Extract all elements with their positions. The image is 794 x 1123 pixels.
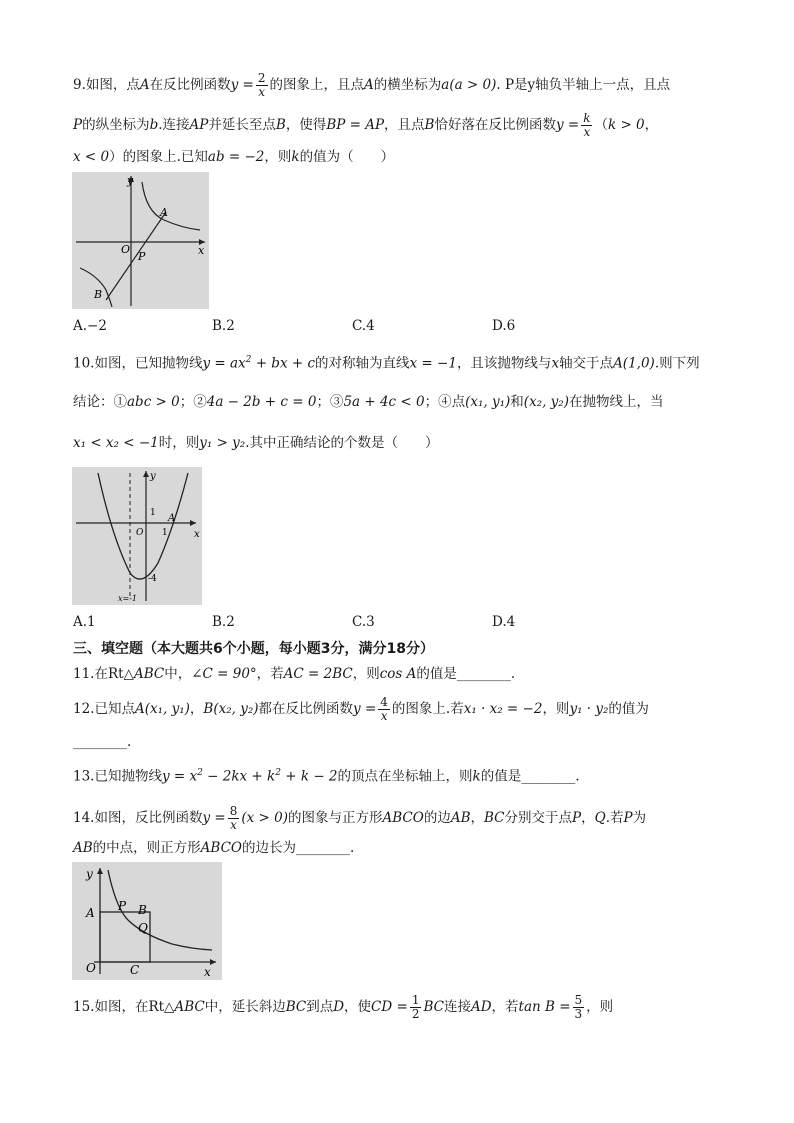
q13-line: 13.已知抛物线$y = x^2 - 2kx + k^2 + k - 2$的顶点在坐标轴上，则k的值是________. <box>73 768 580 785</box>
q10-option-d: D.4 <box>492 614 516 630</box>
fig-label-b: B <box>138 903 147 917</box>
fig-label-q: Q <box>138 921 148 935</box>
fraction: $\frac{8}{x}$ <box>229 804 238 832</box>
q10-option-a: A.1 <box>73 614 96 630</box>
fig-label-o: O <box>136 528 144 538</box>
q14-line-1: 14.如图，反比例函数y = $\frac{8}{x}$ (x > 0)的图象与正方形ABCO的边AB，BC分别交于点P，Q.若P为 <box>73 804 647 832</box>
fig-label-one-x: 1 <box>162 528 168 538</box>
fig-label-y: y <box>86 867 93 881</box>
fig-label-b: B <box>94 288 103 301</box>
answer-blank: ________. <box>73 734 132 750</box>
q9-option-c: C.4 <box>352 318 375 334</box>
q9-line-3: x < 0）的图象上.已知ab = −2，则k的值为（ ） <box>73 149 395 165</box>
q10-graph <box>72 467 202 605</box>
fig-label-y: y <box>127 174 134 187</box>
q10-option-b: B.2 <box>212 614 235 630</box>
fraction: $\frac{4}{x}$ <box>380 695 388 723</box>
q9-figure <box>72 172 209 309</box>
q12-line-1: 12.已知点A(x₁, y₁)，B(x₂, y₂)都在反比例函数y = $\frac{4}{x}$ 的图象上.若x₁ · x₂ = −2，则y₁ · y₂的值为 <box>73 695 649 723</box>
fraction: $\frac{k}{x}$ <box>583 111 591 139</box>
section-heading: 三、填空题（本大题共6个小题，每小题3分，满分18分） <box>73 641 434 657</box>
q12-line-2 <box>73 732 131 752</box>
fig-label-a: A <box>160 206 168 219</box>
q10-line-1: 10.如图，已知抛物线$y = ax^2$ + bx + c的对称轴为直线x = −1，且该抛物线与x轴交于点A(1,0).则下列 <box>73 355 700 372</box>
q10-figure <box>72 467 202 605</box>
q10-option-c: C.3 <box>352 614 375 630</box>
q15-line: 15.如图，在Rt△ABC中，延长斜边BC到点D，使CD = $\frac{1}{2}$ BC连接AD，若tan B = $\frac{5}{3}$ ，则 <box>73 993 614 1021</box>
q11-line: 11.在Rt△ABC中，∠C = 90°，若AC = 2BC，则cos A的值是________. <box>73 666 516 682</box>
fig-label-p: P <box>138 250 146 263</box>
fig-label-x: x <box>198 244 205 257</box>
fig-label-x: x <box>194 529 200 540</box>
q9-option-b: B.2 <box>212 318 235 334</box>
fig-label-a: A <box>86 906 95 920</box>
fig-label-c: C <box>130 963 140 977</box>
fig-label-neg4: -4 <box>148 574 157 584</box>
q9-option-a: A.−2 <box>73 318 107 334</box>
fig-label-p: P <box>118 899 127 913</box>
q14-graph <box>72 862 222 980</box>
fig-label-x: x <box>204 965 211 979</box>
q10-line-2: 结论：①abc > 0；②4a − 2b + c = 0；③5a + 4c < 0；④点(x₁, y₁)和(x₂, y₂)在抛物线上，当 <box>73 394 664 410</box>
fraction: $\frac{2}{x}$ <box>257 71 266 99</box>
fig-label-o: O <box>121 243 131 256</box>
q9-graph <box>72 172 209 309</box>
q9-option-d: D.6 <box>492 318 516 334</box>
fraction: $\frac{5}{3}$ <box>574 993 583 1021</box>
q9-line-2: P的纵坐标为b.连接AP并延长至点B，使得BP = AP，且点B恰好落在反比例函数y = $\frac{k}{x}$ （k > 0， <box>73 111 659 139</box>
fig-label-o: O <box>86 961 96 975</box>
q14-figure <box>72 862 222 980</box>
fraction: $\frac{1}{2}$ <box>411 993 420 1021</box>
fig-label-y: y <box>150 471 156 482</box>
fig-label-one-y: 1 <box>150 508 156 518</box>
q10-line-3: x₁ < x₂ < −1时，则y₁ > y₂.其中正确结论的个数是（ ） <box>73 435 439 451</box>
q9-line-1: 9.如图，点A在反比例函数y = $\frac{2}{x}$ 的图象上，且点A的横坐标为a(a > 0). P是y轴负半轴上一点，且点 <box>73 71 671 99</box>
fig-label-axis: x=-1 <box>118 594 138 603</box>
q14-line-2: AB的中点，则正方形ABCO的边长为________. <box>73 840 355 856</box>
fig-label-a: A <box>168 513 176 524</box>
